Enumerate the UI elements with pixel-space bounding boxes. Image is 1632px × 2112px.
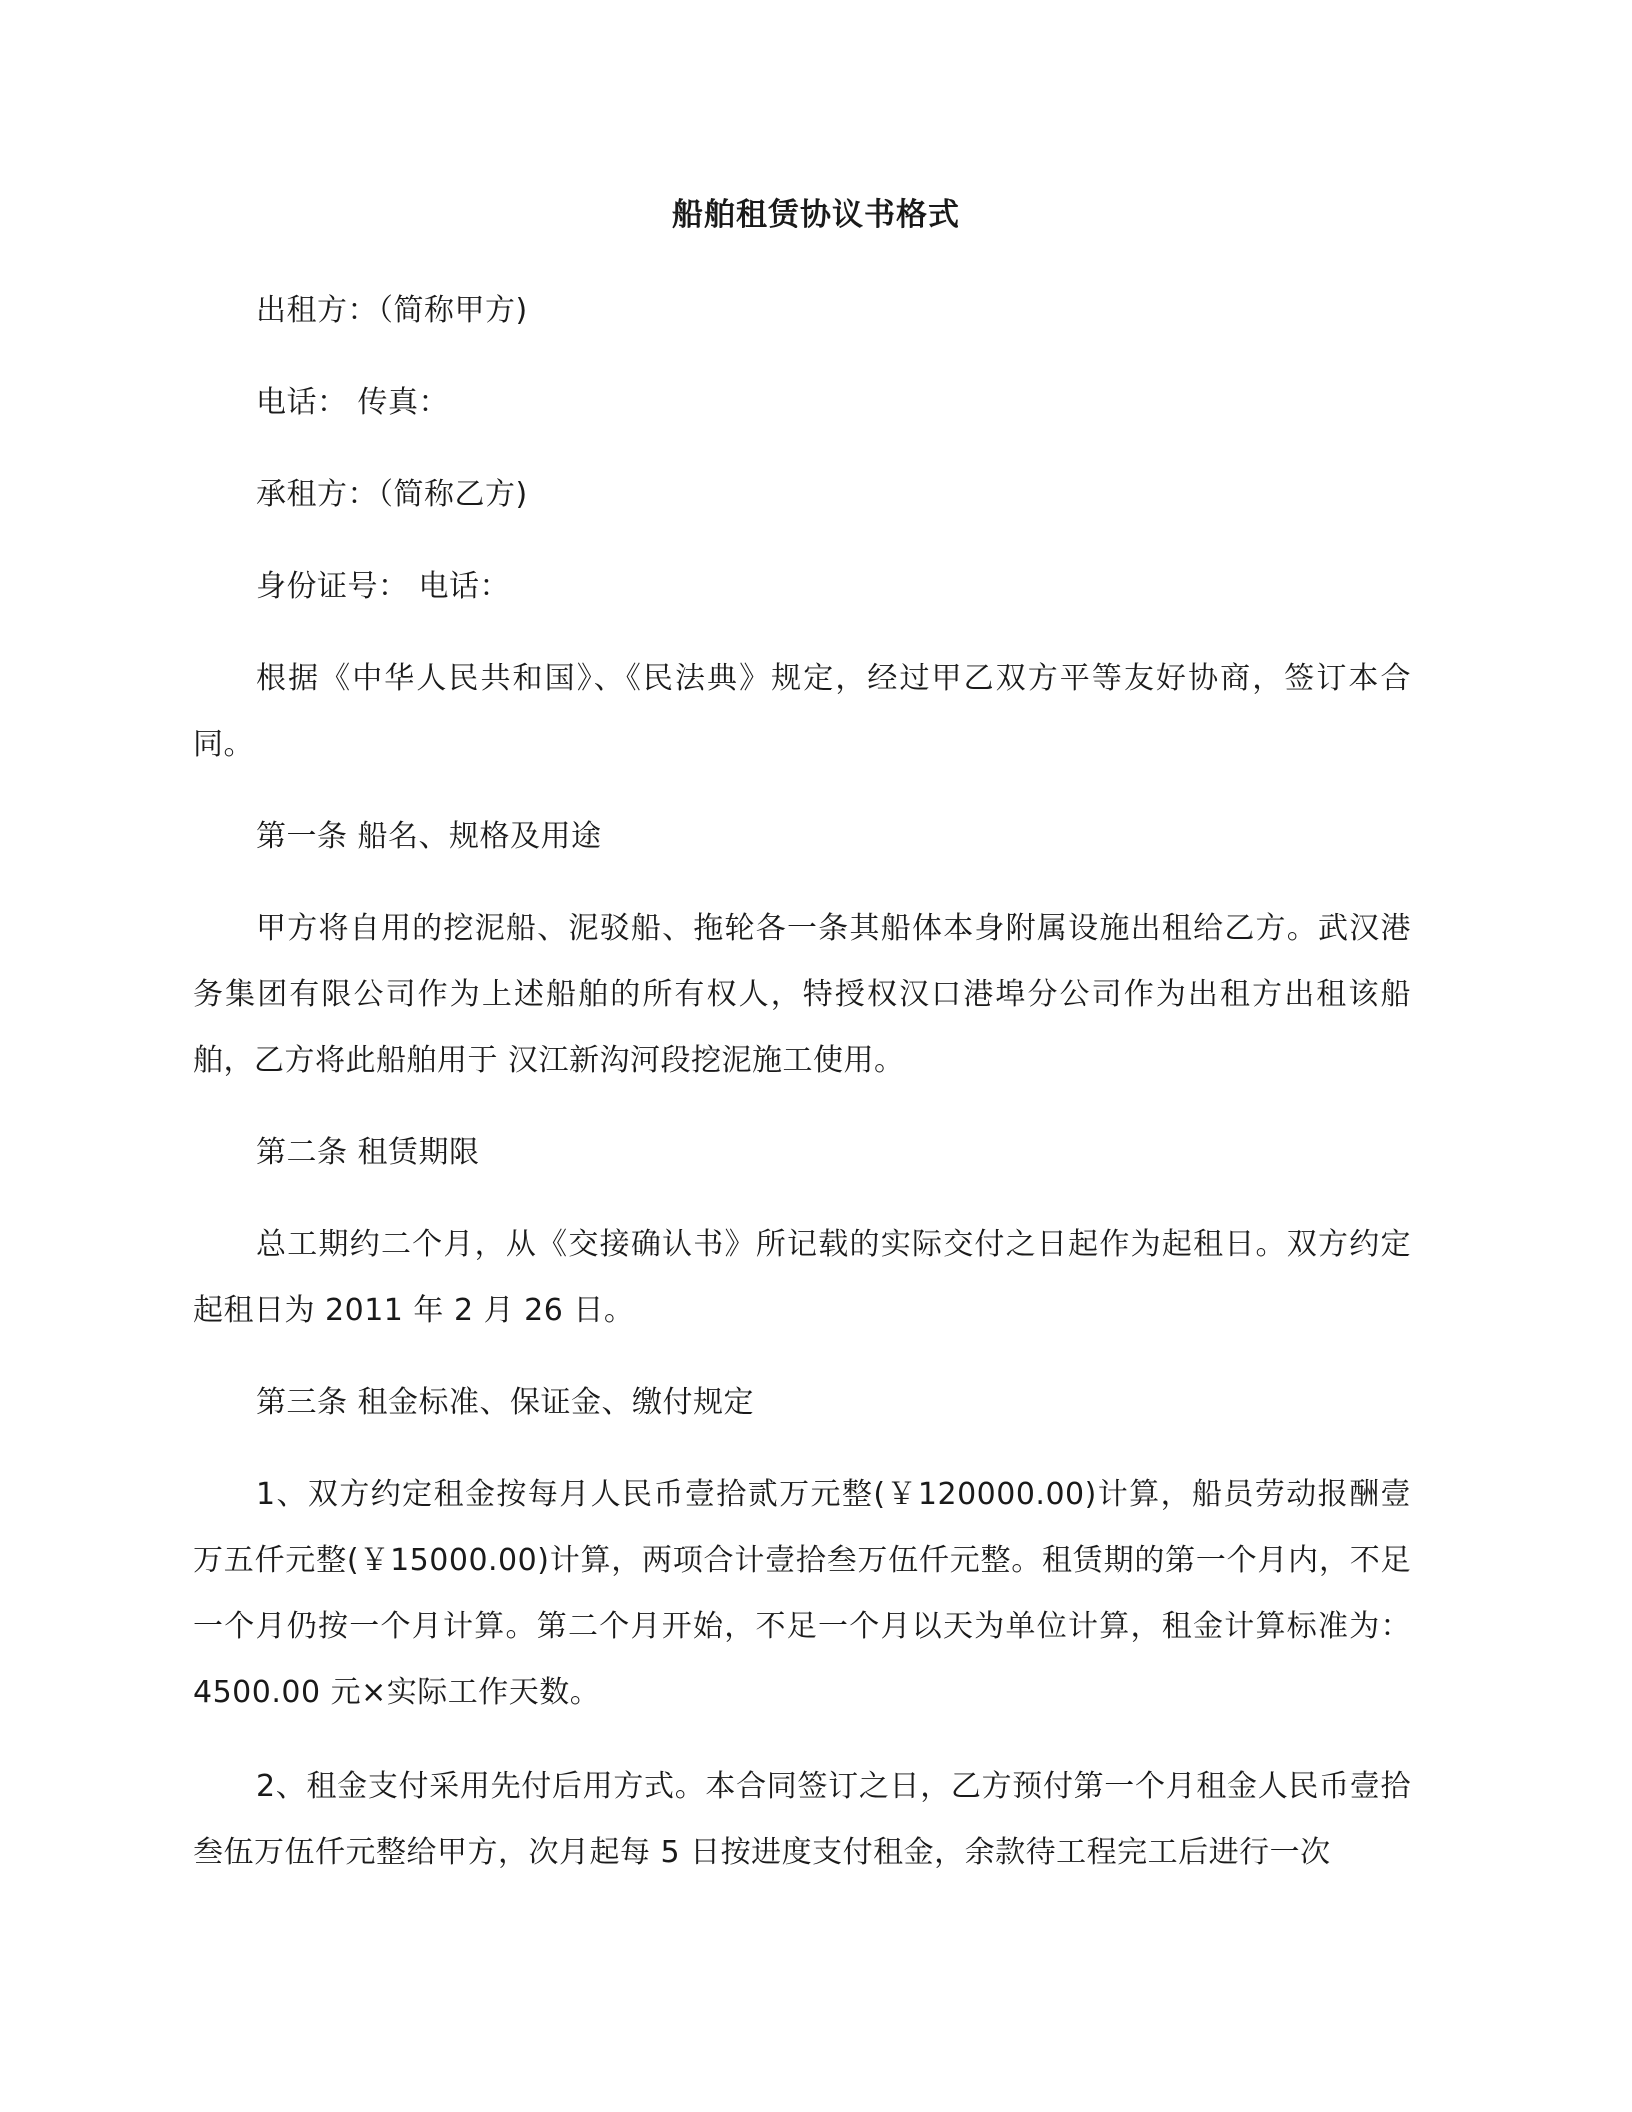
id-phone-line: 身份证号： 电话：	[256, 569, 511, 604]
article1-paragraph: 甲方将自用的挖泥船、泥驳船、拖轮各一条其船体本身附属设施出租给乙方。武汉港务集团有限公司作为上述船舶的所有权人，特授权汉口港埠分公司作为出租方出租该船舶，乙方将此船舶用于 汉江新沟河段挖泥施工使用。	[193, 911, 1411, 1078]
preamble-paragraph: 根据《中华人民共和国》、《民法典》规定，经过甲乙双方平等友好协商，签订本合同。	[193, 661, 1411, 762]
article3-item1: 1、双方约定租金按每月人民币壹拾贰万元整(￥120000.00)计算，船员劳动报酬壹万五仟元整(￥15000.00)计算，两项合计壹拾叁万伍仟元整。租赁期的第一个月内，不足一个月仍按一个月计算。第二个月开始，不足一个月以天为单位计算，租金计算标准为：4500.00 元×实际工作天数。	[193, 1477, 1411, 1710]
lessee-line: 承租方：（简称乙方)	[256, 477, 528, 512]
article2-paragraph: 总工期约二个月，从《交接确认书》所记载的实际交付之日起作为起租日。双方约定起租日为 2011 年 2 月 26 日。	[193, 1227, 1411, 1328]
article3-heading: 第三条 租金标准、保证金、缴付规定	[256, 1385, 755, 1420]
article2-heading: 第二条 租赁期限	[256, 1135, 480, 1170]
phone-fax-line: 电话： 传真：	[256, 385, 450, 420]
document-title: 船舶租赁协议书格式	[672, 197, 960, 233]
article1-heading: 第一条 船名、规格及用途	[256, 819, 602, 854]
lessor-line: 出租方：（简称甲方)	[256, 293, 528, 328]
article3-item2: 2、租金支付采用先付后用方式。本合同签订之日，乙方预付第一个月租金人民币壹拾叁伍万伍仟元整给甲方，次月起每 5 日按进度支付租金，余款待工程完工后进行一次	[193, 1769, 1411, 1870]
